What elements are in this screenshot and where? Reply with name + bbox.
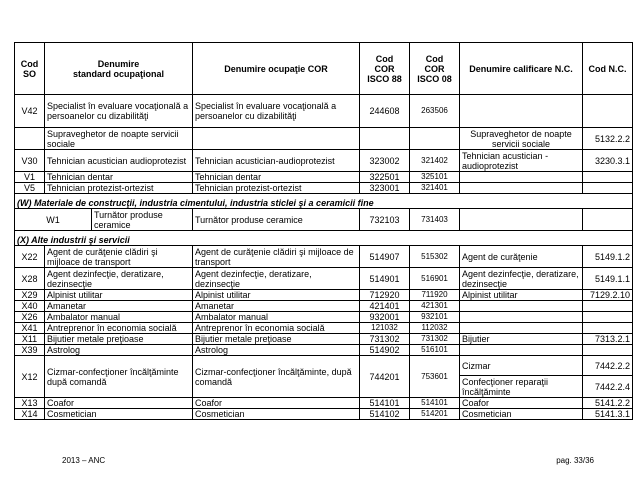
cell-cor88 bbox=[360, 128, 410, 150]
cell-cod-nc: 5149.1.1 bbox=[583, 268, 633, 290]
cell-cor88: 514907 bbox=[360, 246, 410, 268]
cell-ocupatie bbox=[193, 128, 360, 150]
cell-standard: Alpinist utilitar bbox=[45, 290, 193, 301]
cell-cod-nc: 5132.2.2 bbox=[583, 128, 633, 150]
cell-standard: Tehnician protezist-ortezist bbox=[45, 183, 193, 194]
cell-calificare bbox=[460, 209, 583, 231]
cell-cor08: 516901 bbox=[410, 268, 460, 290]
cell-cor08: 516101 bbox=[410, 345, 460, 356]
cell-cor88: 514901 bbox=[360, 268, 410, 290]
cell-cod-nc: 7442.2.4 bbox=[583, 376, 633, 398]
cell-ocupatie: Cizmar-confecţioner încălţăminte, după comandă bbox=[193, 356, 360, 398]
cell-cor08: 421301 bbox=[410, 301, 460, 312]
cell-cod-so: V42 bbox=[15, 95, 45, 128]
cell-calificare: Cizmar bbox=[460, 356, 583, 376]
header-cod-nc: Cod N.C. bbox=[583, 43, 633, 95]
cell-ocupatie: Ambalator manual bbox=[193, 312, 360, 323]
table-row bbox=[15, 268, 633, 290]
cell-cod-so: X29 bbox=[15, 290, 45, 301]
cell-cor08: 514101 bbox=[410, 398, 460, 409]
cell-ocupatie: Cosmetician bbox=[193, 409, 360, 420]
cell-ocupatie: Agent dezinfecţie, deratizare, dezinsecţie bbox=[193, 268, 360, 290]
cell-cor88: 732103 bbox=[360, 209, 410, 231]
cell-cor88: 322501 bbox=[360, 172, 410, 183]
cell-cod-so: V30 bbox=[15, 150, 45, 172]
cell-cor88: 421401 bbox=[360, 301, 410, 312]
cell-calificare bbox=[460, 172, 583, 183]
footer-page-number: pag. 33/36 bbox=[556, 456, 594, 465]
cell-ocupatie: Specialist în evaluare vocaţională a persoanelor cu dizabilităţi bbox=[193, 95, 360, 128]
cell-cor08: 514201 bbox=[410, 409, 460, 420]
cell-cor88: 731302 bbox=[360, 334, 410, 345]
header-cod-cor-88: Cod COR ISCO 88 bbox=[360, 43, 410, 95]
cell-calificare: Supraveghetor de noapte servicii sociale bbox=[460, 128, 583, 150]
cell-standard: Cosmetician bbox=[45, 409, 193, 420]
cell-cor88: 244608 bbox=[360, 95, 410, 128]
table-row bbox=[15, 246, 633, 268]
cell-calificare: Confecţioner reparaţii încălţăminte bbox=[460, 376, 583, 398]
cell-cod-nc: 3230.3.1 bbox=[583, 150, 633, 172]
cell-cod-nc: 7129.2.10 bbox=[583, 290, 633, 301]
section-heading-w: (W) Materiale de construcţii, industria cimentului, industria sticlei şi a ceramicii fine bbox=[15, 194, 633, 209]
cell-cod-so: X26 bbox=[15, 312, 45, 323]
cell-ocupatie: Tehnician protezist-ortezist bbox=[193, 183, 360, 194]
cell-ocupatie: Tehnician dentar bbox=[193, 172, 360, 183]
table-row bbox=[15, 95, 633, 128]
cell-cod-nc: 7442.2.2 bbox=[583, 356, 633, 376]
table-row bbox=[15, 290, 633, 301]
cell-cor08: 321401 bbox=[410, 183, 460, 194]
cell-cor08: 753601 bbox=[410, 356, 460, 398]
table-row bbox=[15, 323, 633, 334]
cell-calificare: Alpinist utilitar bbox=[460, 290, 583, 301]
cell-calificare: Agent de curăţenie bbox=[460, 246, 583, 268]
cell-cor88: 932001 bbox=[360, 312, 410, 323]
table-row bbox=[15, 398, 633, 409]
cell-ocupatie: Antreprenor în economia socială bbox=[193, 323, 360, 334]
header-denumire-standard: Denumire standard ocupaţional bbox=[45, 43, 193, 95]
section-row-w bbox=[15, 194, 633, 209]
cell-cor88: 712920 bbox=[360, 290, 410, 301]
table-row bbox=[15, 356, 633, 376]
cell-calificare bbox=[460, 301, 583, 312]
cell-standard: Specialist în evaluare vocaţională a persoanelor cu dizabilităţi bbox=[45, 95, 193, 128]
cell-standard: Cizmar-confecţioner încălţăminte după comandă bbox=[45, 356, 193, 398]
table-header-row bbox=[15, 43, 633, 95]
cell-cod-so: X22 bbox=[15, 246, 45, 268]
cell-cor08: 321402 bbox=[410, 150, 460, 172]
cell-standard: Tehnician dentar bbox=[45, 172, 193, 183]
cell-cod-so: X28 bbox=[15, 268, 45, 290]
cell-calificare: Cosmetician bbox=[460, 409, 583, 420]
table-row bbox=[15, 345, 633, 356]
cell-cod-so: V1 bbox=[15, 172, 45, 183]
table-row bbox=[15, 301, 633, 312]
cell-standard: Tehnician acustician audioprotezist bbox=[45, 150, 193, 172]
table-row bbox=[15, 128, 633, 150]
cell-ocupatie: Astrolog bbox=[193, 345, 360, 356]
cell-standard: Supraveghetor de noapte servicii sociale bbox=[45, 128, 193, 150]
cell-calificare: Coafor bbox=[460, 398, 583, 409]
table-row bbox=[15, 334, 633, 345]
cell-cor88: 514102 bbox=[360, 409, 410, 420]
cell-standard: Turnător produse ceramice bbox=[92, 209, 193, 231]
cell-cod-nc: 7313.2.1 bbox=[583, 334, 633, 345]
cell-cor08: 325101 bbox=[410, 172, 460, 183]
table-row bbox=[15, 172, 633, 183]
cell-ocupatie: Alpinist utilitar bbox=[193, 290, 360, 301]
footer-left: 2013 – ANC bbox=[62, 456, 106, 465]
cell-cod-nc bbox=[583, 172, 633, 183]
table-row bbox=[15, 150, 633, 172]
cell-cor08: 515302 bbox=[410, 246, 460, 268]
cell-cod-nc bbox=[583, 209, 633, 231]
cell-calificare bbox=[460, 95, 583, 128]
cell-calificare bbox=[460, 323, 583, 334]
cell-cor08: 731302 bbox=[410, 334, 460, 345]
cell-cod-so: X11 bbox=[15, 334, 45, 345]
cell-cod-so: X12 bbox=[15, 356, 45, 398]
table-row bbox=[15, 183, 633, 194]
cell-cod-nc bbox=[583, 345, 633, 356]
cell-calificare bbox=[460, 312, 583, 323]
cell-cod-so bbox=[15, 128, 45, 150]
cell-cod-so: X14 bbox=[15, 409, 45, 420]
occupation-table bbox=[14, 42, 633, 420]
cell-cod-nc: 5149.1.2 bbox=[583, 246, 633, 268]
cell-cor88: 323002 bbox=[360, 150, 410, 172]
cell-standard: Amanetar bbox=[45, 301, 193, 312]
cell-cod-so: W1 bbox=[15, 209, 92, 231]
cell-ocupatie: Agent de curăţenie clădiri şi mijloace de transport bbox=[193, 246, 360, 268]
cell-cod-nc bbox=[583, 95, 633, 128]
table-row bbox=[15, 409, 633, 420]
cell-standard: Agent de curăţenie clădiri şi mijloace de transport bbox=[45, 246, 193, 268]
cell-calificare: Bijutier bbox=[460, 334, 583, 345]
cell-standard: Coafor bbox=[45, 398, 193, 409]
cell-cod-nc bbox=[583, 323, 633, 334]
cell-cor88: 514902 bbox=[360, 345, 410, 356]
cell-cor88: 121032 bbox=[360, 323, 410, 334]
cell-cor08: 112032 bbox=[410, 323, 460, 334]
cell-cod-nc bbox=[583, 183, 633, 194]
cell-cod-so: X13 bbox=[15, 398, 45, 409]
table-row bbox=[15, 209, 633, 231]
cell-standard: Bijutier metale preţioase bbox=[45, 334, 193, 345]
cell-calificare bbox=[460, 183, 583, 194]
cell-cor88: 323001 bbox=[360, 183, 410, 194]
header-cod-so: Cod SO bbox=[15, 43, 45, 95]
cell-calificare: Tehnician acustician - audioprotezist bbox=[460, 150, 583, 172]
cell-cor08: 711920 bbox=[410, 290, 460, 301]
cell-cor08: 932101 bbox=[410, 312, 460, 323]
cell-cor88: 514101 bbox=[360, 398, 410, 409]
cell-cor08 bbox=[410, 128, 460, 150]
cell-standard: Astrolog bbox=[45, 345, 193, 356]
cell-cod-so: V5 bbox=[15, 183, 45, 194]
cell-standard: Agent dezinfecţie, deratizare, dezinsecţie bbox=[45, 268, 193, 290]
cell-standard: Antreprenor în economia socială bbox=[45, 323, 193, 334]
cell-cor88: 744201 bbox=[360, 356, 410, 398]
cell-ocupatie: Amanetar bbox=[193, 301, 360, 312]
cell-cod-so: X40 bbox=[15, 301, 45, 312]
cell-ocupatie: Bijutier metale preţioase bbox=[193, 334, 360, 345]
section-heading-x: (X) Alte industrii şi servicii bbox=[15, 231, 633, 246]
cell-standard: Ambalator manual bbox=[45, 312, 193, 323]
header-cod-cor-08: Cod COR ISCO 08 bbox=[410, 43, 460, 95]
cell-calificare: Agent dezinfecţie, deratizare, dezinsecţie bbox=[460, 268, 583, 290]
cell-cod-nc: 5141.3.1 bbox=[583, 409, 633, 420]
section-row-x bbox=[15, 231, 633, 246]
cell-cor08: 731403 bbox=[410, 209, 460, 231]
cell-ocupatie: Turnător produse ceramice bbox=[193, 209, 360, 231]
cell-cod-so: X41 bbox=[15, 323, 45, 334]
header-denumire-calificare: Denumire calificare N.C. bbox=[460, 43, 583, 95]
cell-ocupatie: Coafor bbox=[193, 398, 360, 409]
table-row bbox=[15, 312, 633, 323]
cell-cod-nc: 5141.2.2 bbox=[583, 398, 633, 409]
cell-cod-nc bbox=[583, 312, 633, 323]
cell-cod-so: X39 bbox=[15, 345, 45, 356]
cell-cod-nc bbox=[583, 301, 633, 312]
cell-calificare bbox=[460, 345, 583, 356]
cell-cor08: 263506 bbox=[410, 95, 460, 128]
header-denumire-ocupatie: Denumire ocupaţie COR bbox=[193, 43, 360, 95]
cell-ocupatie: Tehnician acustician-audioprotezist bbox=[193, 150, 360, 172]
